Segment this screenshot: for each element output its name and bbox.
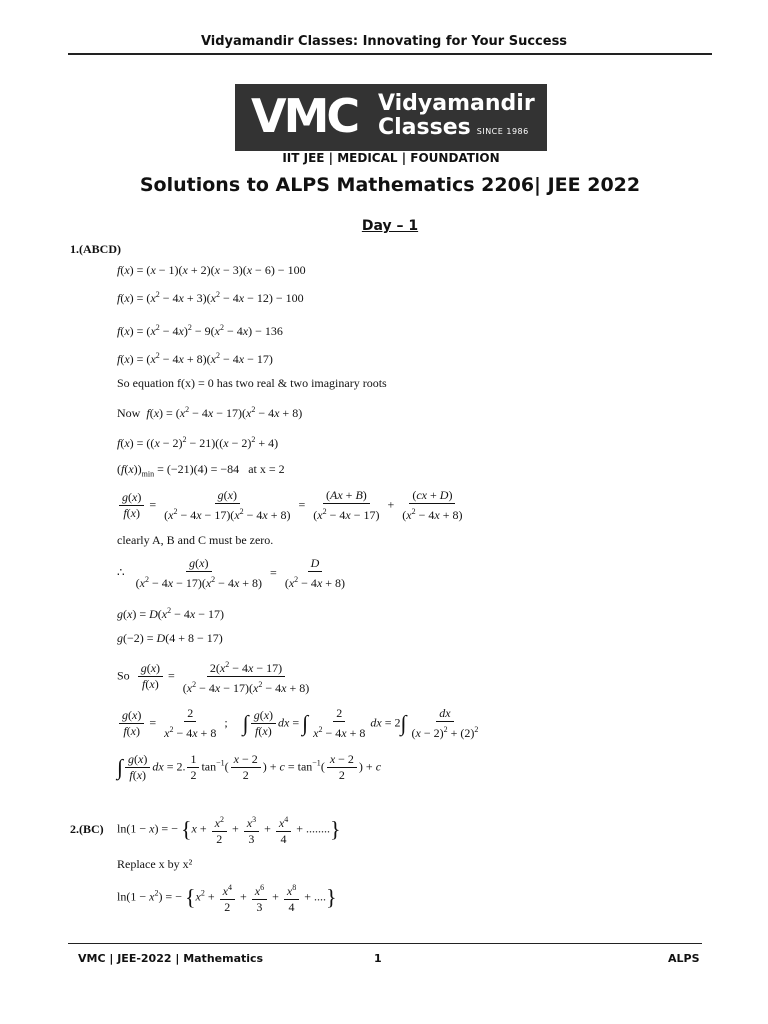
logo-since: SINCE 1986 [476, 127, 529, 136]
logo-mark: VMC [251, 89, 358, 143]
q1-line-1: f(x) = (x − 1)(x + 2)(x − 3)(x − 6) − 100 [117, 263, 306, 277]
q1-min-at-text: at x = 2 [248, 462, 285, 476]
q1-line-3: $f(x) = (x^2 - 4x)^2 - 9(x^2 - 4x) - 136$ [117, 323, 283, 338]
q1-line-6: Now $f(x) = (x^2 - 4x - 17)(x^2 - 4x + 8)$ [117, 405, 303, 420]
vmc-logo [235, 84, 547, 151]
footer-left: VMC | JEE-2022 | Mathematics [78, 952, 264, 965]
logo-tagline: IIT JEE | MEDICAL | FOUNDATION [282, 151, 500, 165]
q1-line-14: So $\frac{g(x)}{f(x)}$ = $\frac{2(x^2 - 4x - 17)}{(x^2 - 4x - 17)(x^2 - 4x + 8)}$ [117, 657, 314, 696]
footer-right: ALPS [668, 952, 700, 965]
question-2-label: 2.(BC) [70, 822, 104, 836]
q1-line-8: $(f(x))_{min} = (-21)(4) = -84$ at x = 2 [117, 462, 285, 479]
document-title: Solutions to ALPS Mathematics 2206| JEE 2022 [139, 174, 641, 196]
footer-divider [68, 943, 702, 944]
q1-clearly-text: clearly A, B and C must be zero. [117, 533, 274, 547]
logo-name-line2: Classes [378, 115, 471, 140]
q1-two-roots-text: So equation f(x) = 0 has two real & two imaginary roots [117, 376, 387, 390]
logo-name-line1: Vidyamandir [378, 91, 535, 116]
q1-line-16: ∫ $\frac{g(x)}{f(x)}$ dx = 2. $\frac{1}{2}$ $\tan^{-1}$( $\frac{x - 2}{2}$ ) + $c = \tan^{-1}$( $\frac{x - 2}{2}$ ) + c [117, 752, 382, 782]
question-1-label: 1.(ABCD) [70, 242, 121, 256]
q1-line-12: $g(x) = D(x^2 - 4x - 17)$ [117, 606, 224, 621]
q2-line-1: ln(1 − x) = − {x + $\frac{x^2}{2}$ + $\frac{x^3}{3}$ + $\frac{x^4}{4}$ + ........} [117, 812, 341, 847]
q1-line-9: $\frac{g(x)}{f(x)}$ = $\frac{g(x)}{(x^2 - 4x - 17)(x^2 - 4x + 8)}$ = $\frac{(Ax + B)}{(x^2 - 4x - 17)}$ + $\frac{(cx + D)}{(x^2 - 4x + 8)}$ [117, 488, 467, 523]
logo-name [378, 92, 535, 144]
therefore-symbol: ∴ [117, 565, 125, 580]
q1-line-13: g(−2) = D(4 + 8 − 17) [117, 631, 223, 645]
header-divider [68, 53, 712, 55]
day-heading: Day – 1 [361, 218, 419, 234]
q1-line-4: $f(x) = (x^2 - 4x + 8)(x^2 - 4x - 17)$ [117, 351, 273, 366]
page-number: 1 [374, 952, 382, 965]
q2-line-2: $\ln(1 - x^2)$ = − {$x^2$ + $\frac{x^4}{2}$ + $\frac{x^6}{3}$ + $\frac{x^8}{4}$ + ....} [117, 880, 337, 915]
q2-replace-text: Replace x by x² [117, 857, 193, 871]
q1-line-15: $\frac{g(x)}{f(x)}$ = $\frac{2}{x^2 - 4x + 8}$ ; ∫ $\frac{g(x)}{f(x)}$ dx = ∫ $\frac{2}{x^2 - 4x + 8}$ dx = 2∫ $\frac{dx}{(x - 2)^2 + (2)^2}$ [117, 706, 483, 741]
page-header: Vidyamandir Classes: Innovating for Your Success [200, 34, 568, 49]
q1-line-2: $f(x) = (x^2 - 4x + 3)(x^2 - 4x - 12) - 100$ [117, 290, 304, 305]
q1-so-text: So [117, 668, 130, 683]
q1-line-7: $f(x) = ((x - 2)^2 - 21)((x - 2)^2 + 4)$ [117, 435, 279, 450]
q1-now-text: Now [117, 406, 141, 420]
q1-line-11: ∴ $\frac{g(x)}{(x^2 - 4x - 17)(x^2 - 4x + 8)}$ = $\frac{D}{(x^2 - 4x + 8)}$ [117, 556, 346, 590]
